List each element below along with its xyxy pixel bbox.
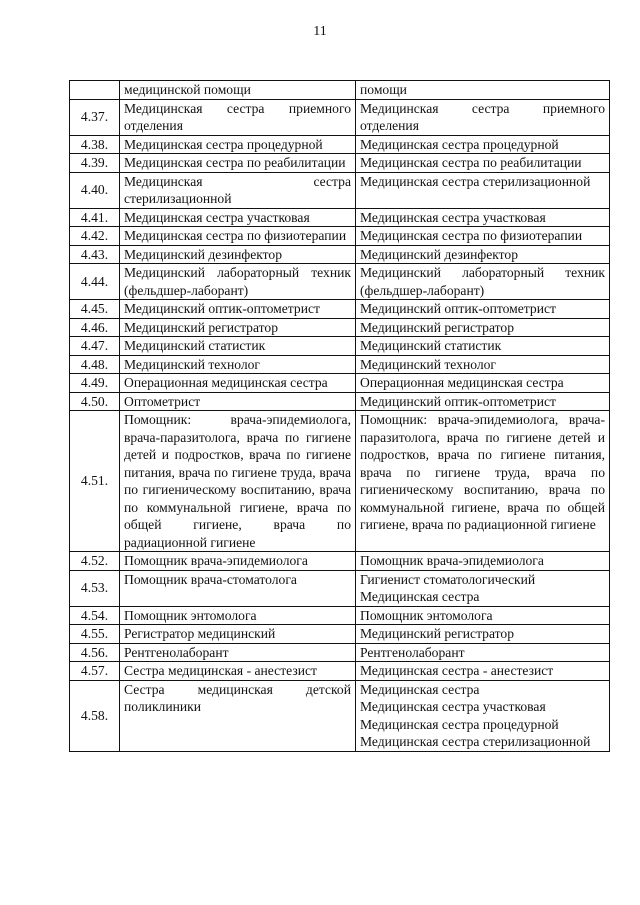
- table-row: [70, 552, 610, 571]
- old-profession-name: Сестра медицинская детской поликлиники: [120, 680, 356, 751]
- table-row: [70, 245, 610, 264]
- old-profession-name: Медицинская сестра по реабилитации: [120, 154, 356, 173]
- new-profession-line: Медицинская сестра стерилизационной: [360, 734, 591, 749]
- new-profession-name: Медицинская сестра - анестезист: [356, 662, 610, 681]
- new-profession-name: [356, 570, 610, 606]
- old-profession-name: Помощник: врача-эпидемиолога, врача-паразитолога, врача по гигиене детей и подростков, врача по гигиене питания, врача по гигиене труда, врача по гигиеническому воспитанию, врача по коммунальной гигиене, врача по общей гигиене, врача по радиационной гигиене: [120, 411, 356, 552]
- old-profession-name: Помощник врача-стоматолога: [120, 570, 356, 606]
- row-number: 4.58.: [70, 680, 120, 751]
- new-profession-name: Медицинская сестра по реабилитации: [356, 154, 610, 173]
- old-profession-name: Оптометрист: [120, 392, 356, 411]
- table-row: [70, 154, 610, 173]
- new-profession-name: [356, 680, 610, 751]
- old-profession-name: Медицинская сестра процедурной: [120, 135, 356, 154]
- old-profession-name: Медицинский лабораторный техник (фельдшер-лаборант): [120, 264, 356, 300]
- old-profession-name: Медицинский дезинфектор: [120, 245, 356, 264]
- row-number: 4.47.: [70, 337, 120, 356]
- old-profession-name: Помощник энтомолога: [120, 606, 356, 625]
- old-profession-name: Медицинский статистик: [120, 337, 356, 356]
- old-profession-name: Медицинская сестра приемного отделения: [120, 99, 356, 135]
- row-number: 4.40.: [70, 172, 120, 208]
- row-number: 4.57.: [70, 662, 120, 681]
- table-row: [70, 300, 610, 319]
- new-profession-name: Операционная медицинская сестра: [356, 374, 610, 393]
- old-profession-name: Медицинская сестра стерилизационной: [120, 172, 356, 208]
- old-profession-name: Сестра медицинская - анестезист: [120, 662, 356, 681]
- row-number: 4.50.: [70, 392, 120, 411]
- new-profession-name: Помощник энтомолога: [356, 606, 610, 625]
- table-row: [70, 208, 610, 227]
- new-profession-name: Помощник: врача-эпидемиолога, врача-паразитолога, врача по гигиене детей и подростков, врача по гигиене питания, врача по гигиене труда, врача по гигиеническому воспитанию, врача по коммунальной гигиене, врача по общей гигиене, врача по радиационной гигиене: [356, 411, 610, 552]
- row-number: 4.37.: [70, 99, 120, 135]
- professions-table: [69, 80, 610, 752]
- new-profession-name: Помощник врача-эпидемиолога: [356, 552, 610, 571]
- table-row: [70, 625, 610, 644]
- new-profession-name: Медицинский технолог: [356, 355, 610, 374]
- new-profession-name: Медицинская сестра участковая: [356, 208, 610, 227]
- row-number: [70, 81, 120, 100]
- row-number: 4.44.: [70, 264, 120, 300]
- new-profession-name: Медицинский статистик: [356, 337, 610, 356]
- row-number: 4.51.: [70, 411, 120, 552]
- row-number: 4.55.: [70, 625, 120, 644]
- row-number: 4.48.: [70, 355, 120, 374]
- row-number: 4.42.: [70, 227, 120, 246]
- row-number: 4.45.: [70, 300, 120, 319]
- row-number: 4.38.: [70, 135, 120, 154]
- table-row: [70, 135, 610, 154]
- table-row: [70, 374, 610, 393]
- row-number: 4.49.: [70, 374, 120, 393]
- old-profession-name: Медицинский регистратор: [120, 318, 356, 337]
- new-profession-line: Медицинская сестра: [360, 589, 480, 604]
- new-profession-name: Медицинская сестра приемного отделения: [356, 99, 610, 135]
- new-profession-line: Гигиенист стоматологический: [360, 571, 536, 587]
- row-number: 4.39.: [70, 154, 120, 173]
- table-row: [70, 662, 610, 681]
- new-profession-name: Медицинский лабораторный техник (фельдшер-лаборант): [356, 264, 610, 300]
- row-number: 4.54.: [70, 606, 120, 625]
- table-row: [70, 227, 610, 246]
- new-profession-name: Медицинский регистратор: [356, 318, 610, 337]
- old-profession-name: медицинской помощи: [120, 81, 356, 100]
- table-row: [70, 99, 610, 135]
- new-profession-name: Рентгенолаборант: [356, 643, 610, 662]
- old-profession-name: Медицинский оптик-оптометрист: [120, 300, 356, 319]
- table-row: [70, 337, 610, 356]
- table-row: [70, 264, 610, 300]
- new-profession-name: помощи: [356, 81, 610, 100]
- row-number: 4.56.: [70, 643, 120, 662]
- new-profession-line: Медицинская сестра: [360, 681, 480, 697]
- new-profession-name: Медицинский дезинфектор: [356, 245, 610, 264]
- table-row: [70, 606, 610, 625]
- old-profession-name: Рентгенолаборант: [120, 643, 356, 662]
- table-row: [70, 411, 610, 552]
- new-profession-line: Медицинская сестра процедурной: [360, 716, 559, 732]
- row-number: 4.41.: [70, 208, 120, 227]
- row-number: 4.43.: [70, 245, 120, 264]
- new-profession-name: Медицинская сестра по физиотерапии: [356, 227, 610, 246]
- new-profession-name: Медицинский оптик-оптометрист: [356, 300, 610, 319]
- table-row-continuation: [70, 81, 610, 100]
- old-profession-name: Регистратор медицинский: [120, 625, 356, 644]
- row-number: 4.53.: [70, 570, 120, 606]
- table-row: [70, 570, 610, 606]
- old-profession-name: Помощник врача-эпидемиолога: [120, 552, 356, 571]
- old-profession-name: Медицинская сестра по физиотерапии: [120, 227, 356, 246]
- new-profession-name: Медицинский оптик-оптометрист: [356, 392, 610, 411]
- new-profession-line: Медицинская сестра участковая: [360, 699, 546, 714]
- table-row: [70, 172, 610, 208]
- table-row: [70, 318, 610, 337]
- table-row: [70, 355, 610, 374]
- new-profession-name: Медицинский регистратор: [356, 625, 610, 644]
- table-row: [70, 680, 610, 751]
- page-number: 11: [313, 24, 327, 39]
- table-row: [70, 392, 610, 411]
- old-profession-name: Медицинский технолог: [120, 355, 356, 374]
- new-profession-name: Медицинская сестра стерилизационной: [356, 172, 610, 208]
- new-profession-name: Медицинская сестра процедурной: [356, 135, 610, 154]
- row-number: 4.46.: [70, 318, 120, 337]
- old-profession-name: Медицинская сестра участковая: [120, 208, 356, 227]
- row-number: 4.52.: [70, 552, 120, 571]
- table-row: [70, 643, 610, 662]
- old-profession-name: Операционная медицинская сестра: [120, 374, 356, 393]
